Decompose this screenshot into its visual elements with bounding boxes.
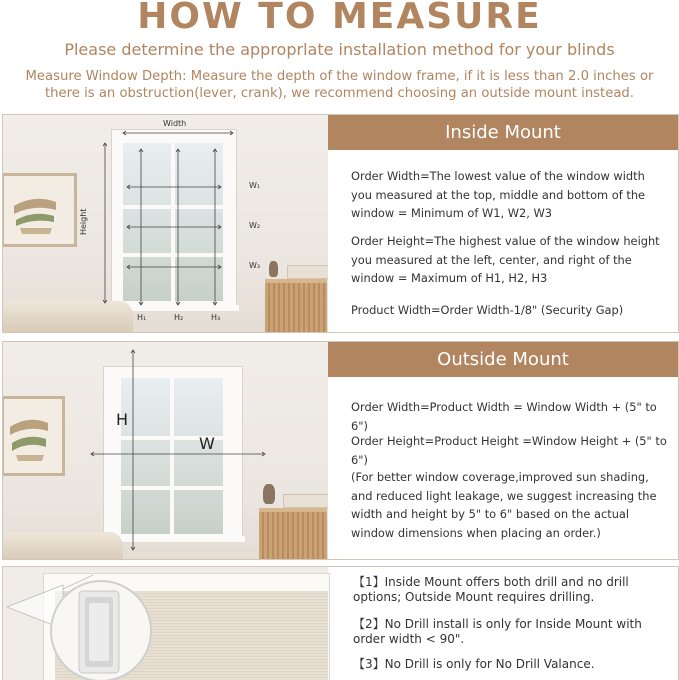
w3-label: W₃	[249, 261, 261, 270]
page-title: HOW TO MEASURE	[137, 0, 542, 37]
inside-order-height: Order Height=The highest value of the window height you measured at the left, center, and right of the window = Maximum of H1, H2, H3	[351, 234, 660, 286]
outside-note: (For better window coverage,improved sun shading, and reduced light leakage, we suggest increasing the width and height by 5" to 6" based on the actual window dimensions when placing an order.)	[351, 470, 657, 540]
inside-order-width: Order Width=The lowest value of the window width you measured at the top, middle and bottom of the window = Minimum of W1, W2, W3	[351, 169, 646, 221]
depth-note: Measure Window Depth: Measure the depth of the window frame, if it is less than 2.0 inches or there is an obstruction(lever, crank), we recommend choosing an outside mount instead.	[25, 69, 654, 101]
note-3	[353, 657, 671, 672]
h2-label: H₂	[174, 313, 184, 322]
width-label: Width	[163, 119, 187, 128]
w2-label: W₂	[249, 221, 261, 230]
outside-order-width: Order Width=Product Width = Window Width + (5" to 6")	[351, 400, 657, 433]
note-1	[353, 575, 671, 605]
outside-mount-panel	[2, 341, 679, 560]
page-subtitle: Please determine the approprlate installation method for your blinds	[64, 40, 615, 59]
outside-order-height: Order Height=Product Height =Window Height + (5" to 6")	[351, 434, 667, 467]
note-1-num: 【1】	[353, 575, 385, 589]
note-1-text: Inside Mount offers both drill and no drill options; Outside Mount requires drilling.	[353, 575, 629, 604]
note-2-text: No Drill install is only for Inside Mount with order width < 90".	[353, 617, 642, 646]
outside-measure-lines	[3, 342, 328, 559]
inside-mount-heading: Inside Mount	[328, 115, 678, 150]
w-label: W	[199, 434, 215, 453]
note-2-num: 【2】	[353, 617, 385, 631]
outside-mount-heading: Outside Mount	[328, 342, 678, 377]
note-3-num: 【3】	[353, 657, 385, 671]
w1-label: W₁	[249, 181, 261, 190]
note-3-text: No Drill is only for No Drill Valance.	[384, 657, 595, 671]
inside-mount-photo	[3, 115, 328, 332]
h3-label: H₃	[211, 313, 221, 322]
h1-label: H₁	[137, 313, 147, 322]
height-label: Height	[79, 208, 88, 235]
shade-photo	[3, 567, 328, 680]
inside-product-width: Product Width=Order Width-1/8" (Security Gap)	[351, 303, 624, 317]
zoom-lens-icon	[3, 567, 328, 680]
notes-panel	[2, 566, 679, 680]
inside-measure-lines	[3, 115, 328, 332]
outside-mount-photo	[3, 342, 328, 559]
inside-mount-panel	[2, 114, 679, 333]
h-label: H	[116, 410, 129, 429]
note-2	[353, 617, 671, 647]
